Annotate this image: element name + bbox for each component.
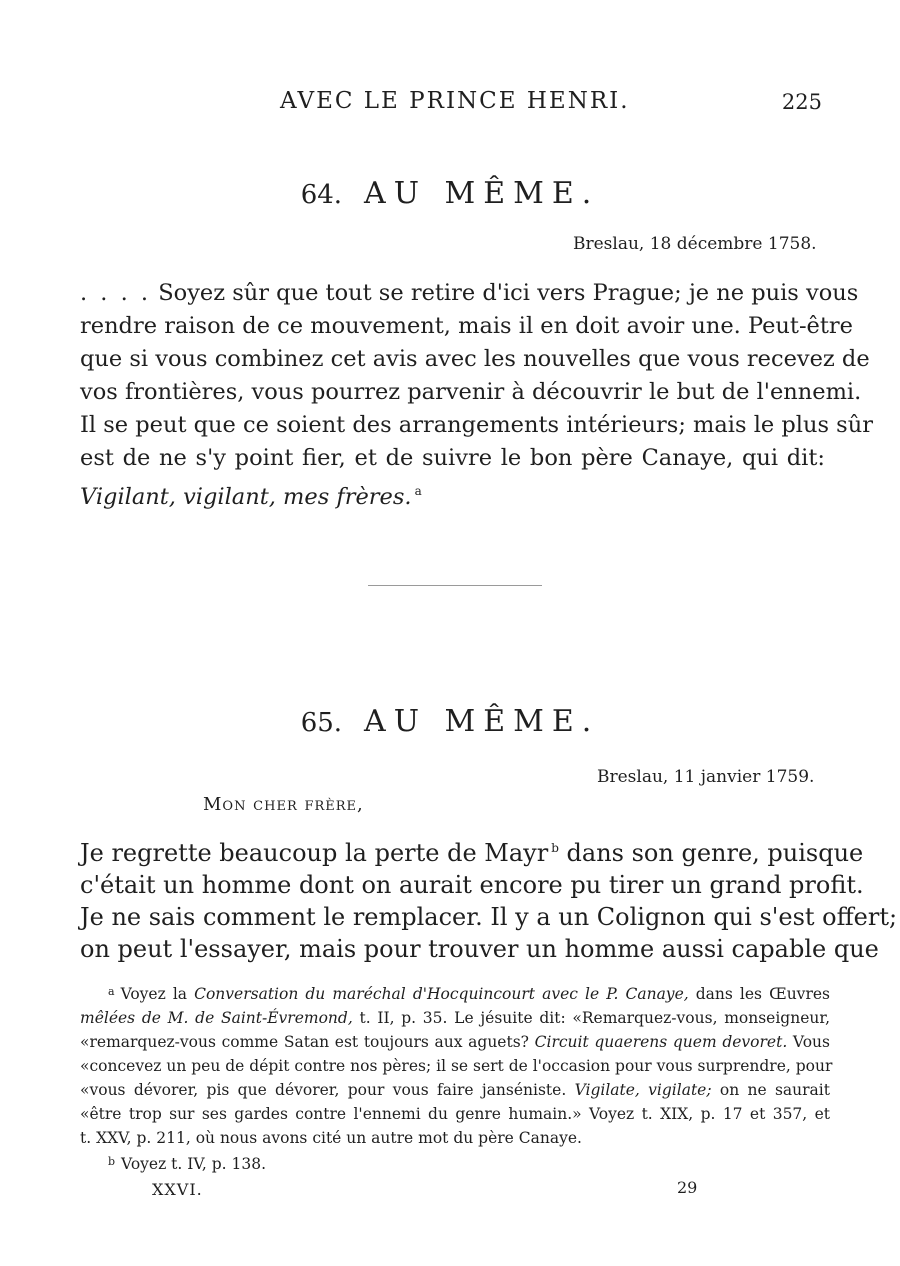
letter-64-title: AU MÊME.: [364, 176, 600, 211]
text-line: rendre raison de ce mouvement, mais il en doit avoir une. Peut-être: [80, 313, 853, 339]
footnote-a-line: «remarquez-vous comme Satan est toujours aux aguets? Circuit quaerens quem devoret. Vous: [80, 1033, 830, 1051]
letter-64-number: 64.: [300, 180, 343, 210]
text-line: [80, 475, 825, 514]
footnote-a-line: t. XXV, p. 211, où nous avons cité un autre mot du père Canaye.: [80, 1129, 582, 1147]
text-line: Je regrette beaucoup la perte de Mayr $^b$ dans son genre, puisque: [80, 839, 864, 867]
text-line: . . . . Soyez sûr que tout se retire d'ici vers Prague; je ne puis vous: [80, 280, 859, 306]
text-line: Je ne sais comment le remplacer. Il y a un Colignon qui s'est offert;: [80, 903, 898, 931]
text-line: est de ne s'y point fier, et de suivre le bon père Canaye, qui dit:: [80, 445, 825, 471]
signature-mark: XXVI.: [152, 1180, 203, 1199]
text-line: Il se peut que ce soient des arrangements intérieurs; mais le plus sûr: [80, 412, 873, 438]
letter-65-number: 65.: [300, 708, 343, 738]
page-number: 225: [781, 90, 822, 114]
text-line: que si vous combinez cet avis avec les nouvelles que vous recevez de: [80, 346, 870, 372]
footnote-b-line: $^b$ Voyez t. IV, p. 138.: [108, 1155, 267, 1173]
footnotes: [80, 980, 833, 1176]
salutation: Mon cher frère,: [203, 794, 364, 815]
letter-64-heading: [0, 176, 900, 211]
letter-65-title: AU MÊME.: [364, 704, 600, 739]
letter-64-body: [80, 277, 873, 514]
letter-65-body: [80, 832, 898, 965]
footnote-ref-b: b: [551, 841, 559, 855]
letter-65-heading: [0, 704, 900, 739]
footnote-ref-a: a: [414, 484, 422, 498]
footnote-a-line: mêlées de M. de Saint-Évremond, t. II, p. 35. Le jésuite dit: «Remarquez-vous, monseigneur,: [80, 1009, 830, 1027]
footnote-a-line: «être trop sur ses gardes contre l'ennemi du genre humain.» Voyez t. XIX, p. 17 et 357, et: [80, 1105, 830, 1123]
running-title: AVEC LE PRINCE HENRI.: [280, 88, 630, 114]
text-line: vos frontières, vous pourrez parvenir à découvrir le but de l'ennemi.: [80, 379, 862, 405]
running-head: [80, 88, 822, 122]
sheet-number: 29: [677, 1178, 698, 1197]
footnote-a-line: $^a$ Voyez la Conversation du maréchal d'Hocquincourt avec le P. Canaye, dans les Œuvres: [108, 985, 830, 1003]
text-line: c'était un homme dont on aurait encore pu tirer un grand profit.: [80, 871, 864, 899]
text-line: on peut l'essayer, mais pour trouver un homme aussi capable que: [80, 935, 879, 963]
letter-64-dateline: Breslau, 18 décembre 1758.: [573, 234, 817, 254]
footnote-a-line: «vous dévorer, pis que dévorer, pour vous faire janséniste. Vigilate, vigilate; on ne saurait: [80, 1081, 830, 1099]
letter-65-dateline: Breslau, 11 janvier 1759.: [597, 767, 815, 787]
section-divider: [368, 585, 542, 586]
footnote-a-line: «concevez un peu de dépit contre nos pères; il se sert de l'occasion pour vous surprendre, pour: [80, 1057, 833, 1075]
vigilant-quote: Vigilant, vigilant, mes frères.: [80, 484, 412, 510]
